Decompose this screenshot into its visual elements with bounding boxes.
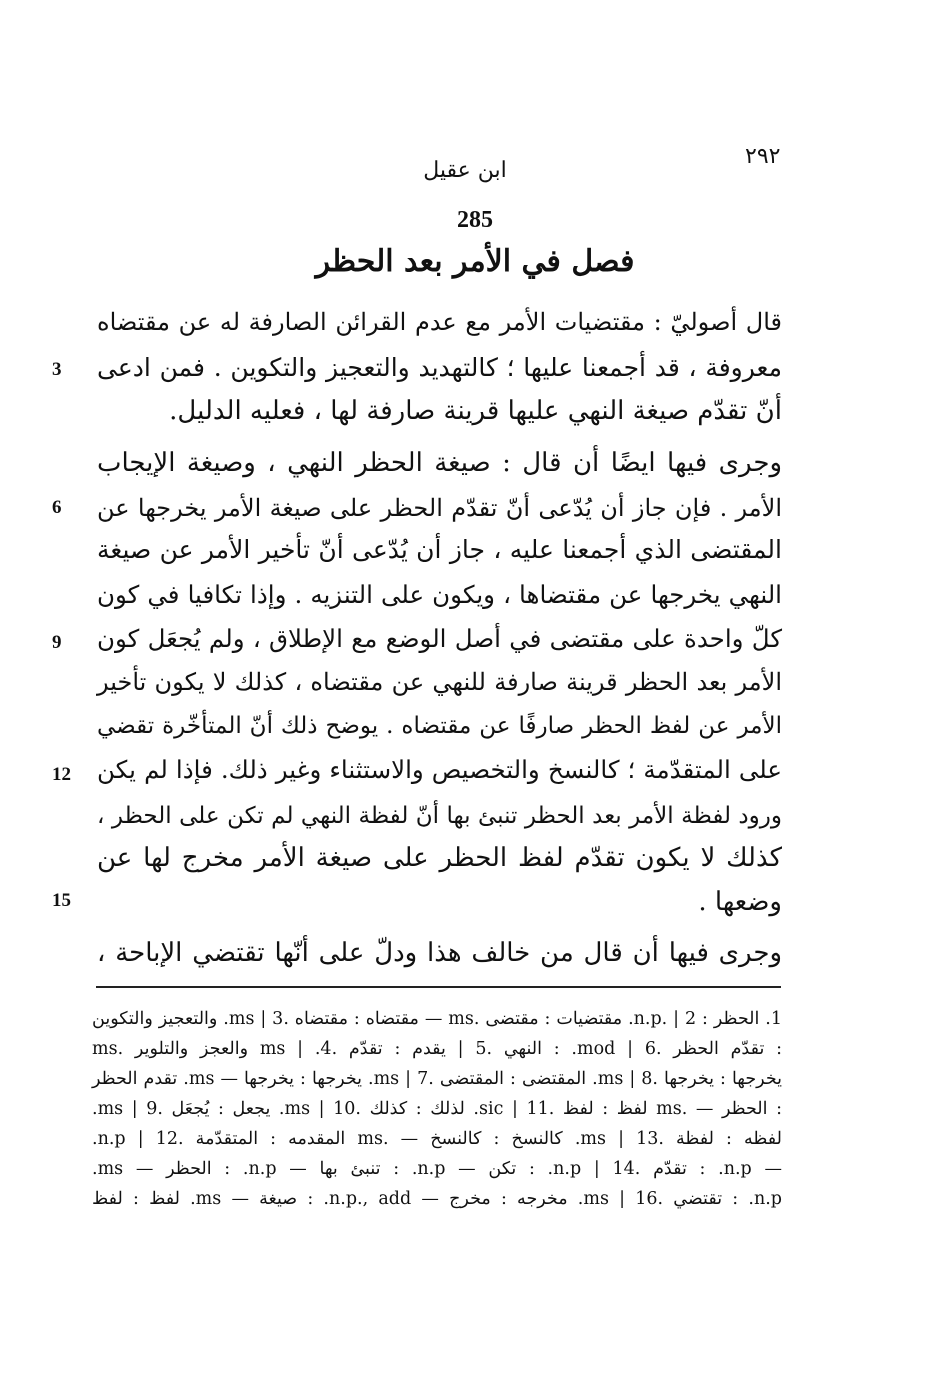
section-title: فصل في الأمر بعد الحظر [315, 244, 635, 279]
body-line: المقتضى الذي أجمعنا عليه ، جاز أن يُدّعى أنّ تأخير الأمر عن صيغة [97, 535, 782, 564]
line-number: 9 [52, 632, 62, 653]
body-line: وضعها . [698, 887, 782, 917]
body-line: وجرى فيها ايضًا أن قال : صيغة الحظر النهي ، وصيغة الإيجاب [97, 448, 782, 478]
body-line: ورود لفظة الأمر بعد الحظر تنبئ بها أنّ لفظة النهي لم تكن على الحظر ، [97, 803, 782, 829]
footnote-line: — n.p. : تقدّم .14 | n.p. : تكن — n.p. : تنبئ بها — n.p. : الحظر — ms. [92, 1159, 782, 1179]
footnote-line: n.p. : تقتضي .16 | ms. مخرجه : مخرج — n.p., add. : صيغة — ms. لفظ : لفظ [92, 1189, 782, 1209]
body-line: الأمر عن لفظ الحظر صارفًا عن مقتضاه . يوضح ذلك أنّ المتأخّرة تقضي [97, 713, 782, 739]
line-number: 3 [52, 359, 62, 380]
footnote-line: : تقدّم الحظر .6 | mod. : النهي .5 | يقدم : تقدّم .ms | .4 والعجز والتلوير .ms [92, 1039, 783, 1059]
line-number: 12 [52, 764, 71, 785]
body-line: الأمر . فإن جاز أن يُدّعى أنّ تقدّم الحظر على صيغة الأمر يخرجها عن [97, 494, 782, 522]
footnote-line: يخرجها : يخرجها .8 | ms. المقتضى : المقتضى .7 | ms. يخرجها : يخرجها — ms. تقدم الحظر [92, 1069, 782, 1089]
footnote-line: لفظه : لفظة .13 | ms. كالنسخ : كالنسخ — .ms المقدمه : المتقدّمة .12 | n.p. [92, 1129, 782, 1149]
line-number: 15 [52, 890, 71, 911]
body-line: قال أصوليّ : مقتضيات الأمر مع عدم القرائن الصارفة له عن مقتضاه [97, 308, 782, 336]
body-line: الأمر بعد الحظر قرينة صارفة للنهي عن مقتضاه ، كذلك لا يكون تأخير [97, 668, 782, 696]
footnote-line: : الحظر — .ms لفظ : لفظ .11 | sic. لذلك : كذلك .10 | ms. يجعل : يُجعَل .9 | ms. [92, 1099, 782, 1119]
body-line: كذلك لا يكون تقدّم لفظ الحظر على صيغة الأمر مخرج لها عن [97, 843, 783, 873]
body-line: أنّ تقدّم صيغة النهي عليها قرينة صارفة لها ، فعليه الدليل. [169, 396, 782, 426]
body-line: على المتقدّمة ؛ كالنسخ والتخصيص والاستثناء وغير ذلك. فإذا لم يكن [97, 755, 782, 784]
running-head [0, 158, 950, 183]
footnote-line: 1. الحظر : n.p. | 2. مقتضيات : مقتضى .ms — مقتضاه : مقتضاه .ms | 3. والتعجيز والتكوين [92, 1009, 783, 1029]
line-number: 6 [52, 497, 62, 518]
section-number: 285 [457, 207, 493, 233]
page-number: ٢٩٢ [745, 144, 781, 169]
body-line: كلّ واحدة على مقتضى في أصل الوضع مع الإطلاق ، ولم يُجعَل كون [97, 624, 782, 653]
body-line: معروفة ، قد أجمعنا عليها ؛ كالتهديد والتعجيز والتكوين . فمن ادعى [97, 353, 782, 382]
body-line: النهي يخرجها عن مقتضاها ، ويكون على التنزيه . وإذا تكافيا في كون [97, 580, 782, 609]
running-head-text: ابن عقيل [423, 158, 507, 183]
body-line: وجرى فيها أن قال من خالف هذا ودلّ على أنّها تقتضي الإباحة ، [97, 938, 782, 968]
footnote-divider [96, 986, 781, 988]
